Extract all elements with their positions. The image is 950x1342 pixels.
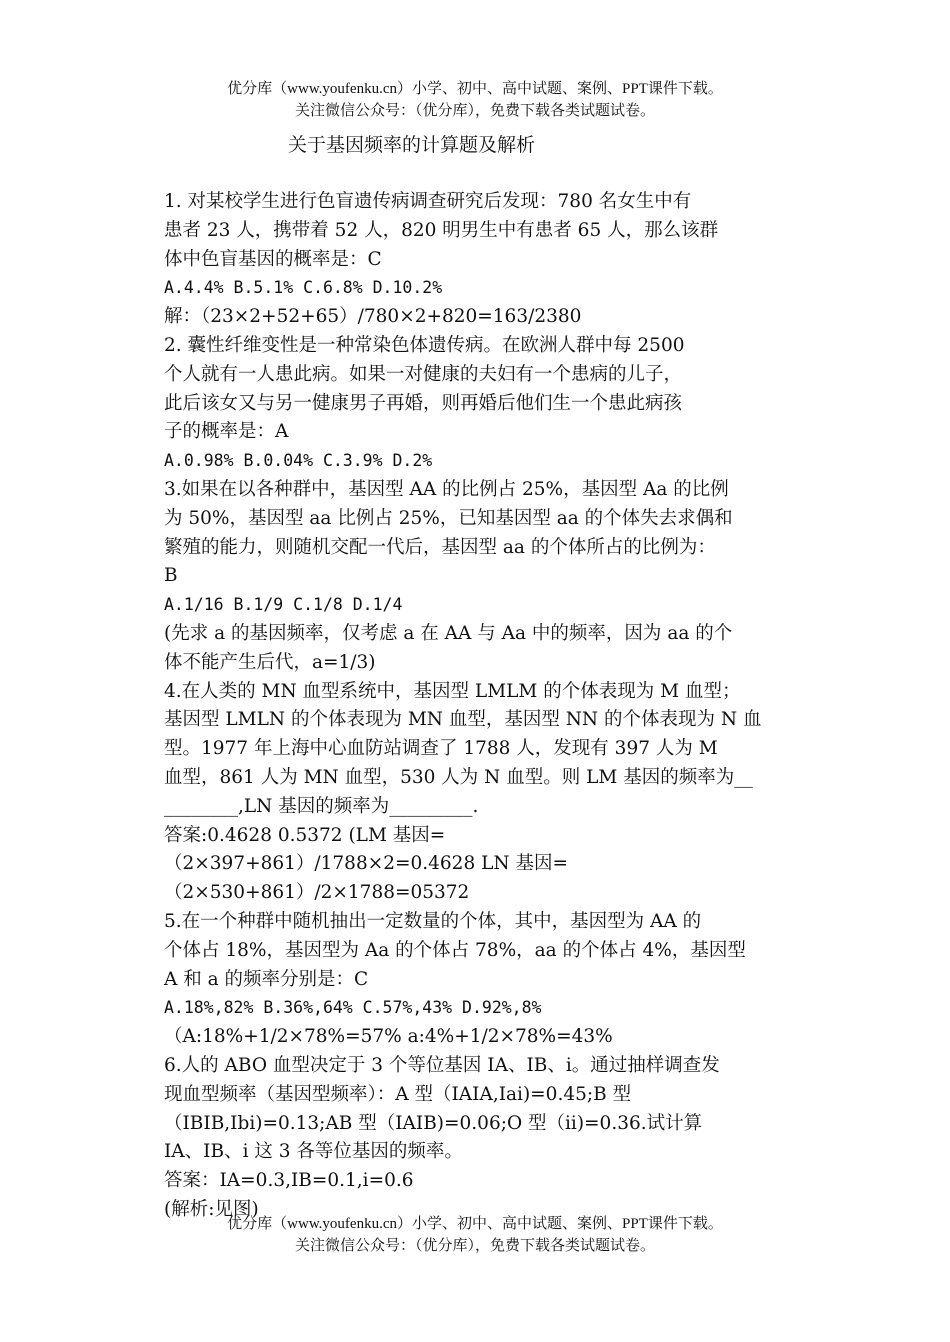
page-footer [0,1213,950,1257]
answer-line: 答案:0.4628 0.5372 (LM 基因= [164,824,446,846]
text-line: 子的概率是：A [164,421,289,443]
document-body [164,188,796,1225]
text-line: B [164,565,178,587]
answer-options-line: A.0.98% B.0.04% C.3.9% D.2% [164,451,433,471]
answer-line: 答案：IA=0.3,IB=0.1,i=0.6 [164,1170,414,1192]
text-line: 2. 囊性纤维变性是一种常染色体遗传病。在欧洲人群中每 2500 [164,334,685,356]
text-line: 体不能产生后代，a=1/3) [164,651,376,673]
text-line: 1. 对某校学生进行色盲遗传病调查研究后发现：780 名女生中有 [164,191,692,212]
text-line: 为 50%，基因型 aa 比例占 25%，已知基因型 aa 的个体失去求偶和 [164,507,733,529]
text-line: 4.在人类的 MN 血型系统中，基因型 LMLM 的个体表现为 M 血型； [164,680,741,702]
page-header [0,78,950,122]
text-line: A 和 a 的频率分别是：C [164,968,369,990]
document-title: 关于基因频率的计算题及解析 [288,134,536,156]
footer-line-2: 关注微信公众号：（优分库），免费下载各类试题试卷。 [294,1238,655,1254]
text-line: 3.如果在以各种群中，基因型 AA 的比例占 25%，基因型 Aa 的比例 [164,478,729,500]
footer-line-1: 优分库（www.youfenku.cn）小学、初中、高中试题、案例、PPT课件下载。 [227,1216,723,1232]
text-line: 6.人的 ABO 血型决定于 3 个等位基因 IA、IB、i。通过抽样调查发 [164,1054,720,1076]
answer-options-line: A.1/16 B.1/9 C.1/8 D.1/4 [164,595,403,615]
text-line: 5.在一个种群中随机抽出一定数量的个体，其中，基因型为 AA 的 [164,910,702,932]
text-line: (解析:见图) [164,1198,259,1220]
text-line: IA、IB、i 这 3 各等位基因的频率。 [164,1141,463,1163]
text-line: 血型，861 人为 MN 血型，530 人为 N 血型。则 LM 基因的频率为__ [164,766,753,788]
text-line: 现血型频率（基因型频率）：A 型（IAIA,Iai)=0.45;B 型 [164,1083,632,1105]
text-line: 繁殖的能力，则随机交配一代后，基因型 aa 的个体所占的比例为： [164,536,716,558]
answer-options-line: A.18%,82% B.36%,64% C.57%,43% D.92%,8% [164,998,542,1018]
answer-options-line: A.4.4% B.5.1% C.6.8% D.10.2% [164,278,443,298]
text-line: 个人就有一人患此病。如果一对健康的夫妇有一个患病的儿子， [164,363,683,385]
text-line: 基因型 LMLN 的个体表现为 MN 血型，基因型 NN 的个体表现为 N 血 [164,709,762,731]
text-line: 患者 23 人，携带着 52 人，820 明男生中有患者 65 人，那么该群 [164,219,719,241]
answer-line: （2×397+861）/1788×2=0.4628 LN 基因= [164,853,568,875]
answer-line: （2×530+861）/2×1788=05372 [164,882,470,904]
header-line-2: 关注微信公众号：（优分库），免费下载各类试题试卷。 [294,103,655,119]
header-line-1: 优分库（www.youfenku.cn）小学、初中、高中试题、案例、PPT课件下载。 [227,81,723,97]
text-line: 型。1977 年上海中心血防站调查了 1788 人，发现有 397 人为 M [164,738,718,760]
text-line: 个体占 18%，基因型为 Aa 的个体占 78%，aa 的个体占 4%，基因型 [164,939,746,961]
solution-line: 解：（23×2+52+65）/780×2+820=163/2380 [164,306,582,328]
text-line: （IBIB,Ibi)=0.13;AB 型（IAIB)=0.06;O 型（ii)=0.36.试计算 [164,1112,703,1134]
text-line: 此后该女又与另一健康男子再婚，则再婚后他们生一个患此病孩 [164,392,683,414]
text-line: (先求 a 的基因频率，仅考虑 a 在 AA 与 Aa 中的频率，因为 aa 的个 [164,622,733,644]
text-line: 体中色盲基因的概率是：C [164,248,382,270]
text-line: ________,LN 基因的频率为_________. [164,795,479,817]
solution-line: （A:18%+1/2×78%=57% a:4%+1/2×78%=43% [164,1026,613,1048]
